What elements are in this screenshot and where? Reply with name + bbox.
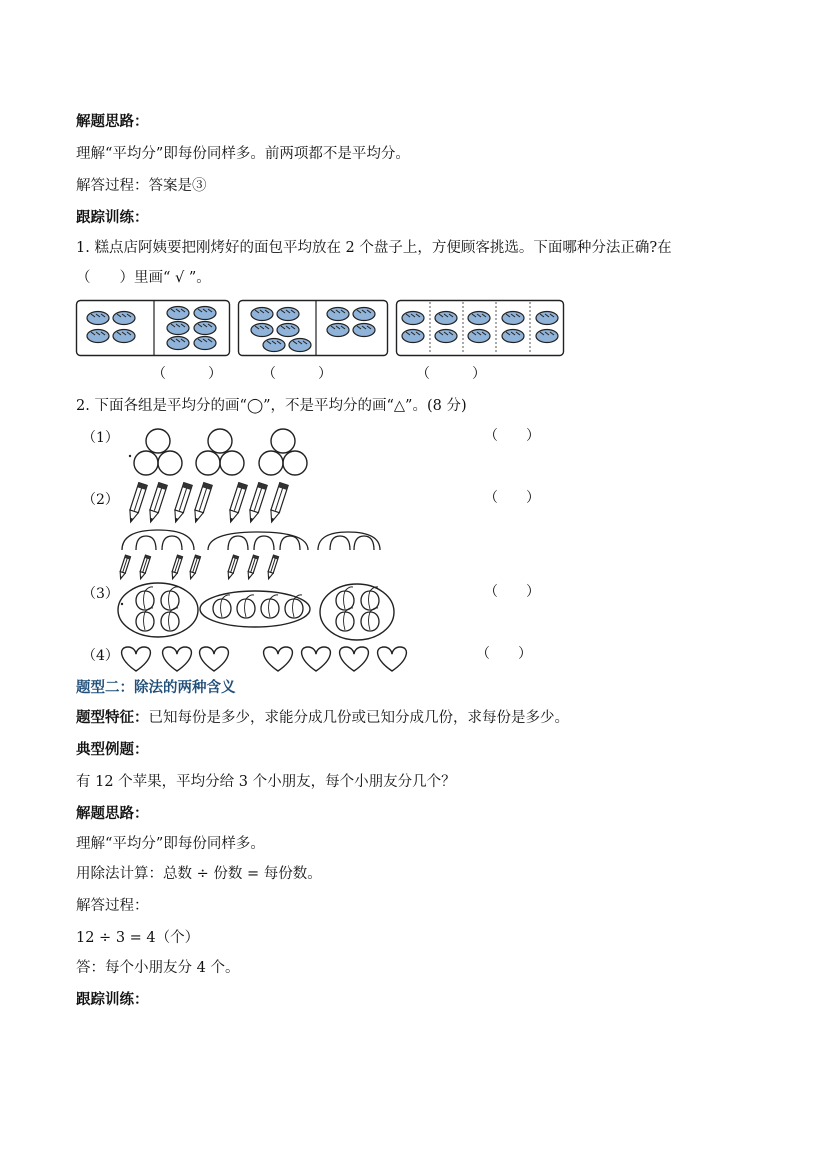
- feature-text: 已知每份是多少，求能分成几份或已知分成几份，求每份是多少。: [148, 710, 569, 726]
- section2-thinking-label: 解题思路：: [76, 805, 149, 822]
- answer: 答：每个小朋友分 4 个。: [76, 960, 240, 976]
- q2-item-1-paren[interactable]: （ ）: [484, 428, 540, 444]
- q2-item-3-paren[interactable]: （ ）: [484, 584, 540, 600]
- q2-item-1-label: （1）: [82, 430, 119, 446]
- q2-item-4-paren[interactable]: （ ）: [476, 646, 532, 662]
- thinking-text: 理解“平均分”即每份同样多。前两项都不是平均分。: [76, 146, 410, 162]
- section2-thinking-text2: 用除法计算：总数 ÷ 份数 = 每份数。: [76, 866, 322, 882]
- heart-icon: [163, 647, 192, 671]
- heart-icon: [200, 647, 229, 671]
- heart-icon: [302, 647, 331, 671]
- thinking-label: 解题思路：: [76, 113, 149, 130]
- q2-item-4-label: （4）: [82, 648, 119, 664]
- heart-icon: [122, 647, 151, 671]
- feature-label: 题型特征：: [76, 709, 149, 726]
- q2-item-3-label: （3）: [82, 586, 119, 602]
- q1-line1: 1. 糕点店阿姨要把刚烤好的面包平均放在 2 个盘子上，方便顾客挑选。下面哪种分法正确?在: [76, 240, 672, 256]
- feature-line: [76, 708, 569, 728]
- section2-practice-label: 跟踪训练：: [76, 991, 149, 1008]
- heart-icon: [340, 647, 369, 671]
- example-label: 典型例题：: [76, 741, 149, 758]
- q1-answer-paren-3[interactable]: （ ）: [416, 366, 486, 382]
- equation: 12 ÷ 3 = 4（个）: [76, 930, 200, 946]
- process-label: 解答过程：: [76, 898, 149, 914]
- answer-text: 解答过程：答案是③: [76, 178, 207, 194]
- example-text: 有 12 个苹果，平均分给 3 个小朋友，每个小朋友分几个？: [76, 774, 456, 790]
- heart-icon: [264, 647, 293, 671]
- heart-icon: [378, 647, 407, 671]
- section2-thinking-text1: 理解“平均分”即每份同样多。: [76, 836, 265, 852]
- q2-prompt: 2. 下面各组是平均分的画“◯”，不是平均分的画“△”。(8 分): [76, 398, 467, 414]
- section2-heading: 题型二：除法的两种含义: [76, 679, 236, 696]
- q1-answer-paren-2[interactable]: （ ）: [262, 366, 332, 382]
- q1-answer-paren-1[interactable]: （ ）: [152, 366, 222, 382]
- q2-item-2-label: （2）: [82, 492, 119, 508]
- practice-label: 跟踪训练：: [76, 209, 149, 226]
- q2-item-2-paren[interactable]: （ ）: [484, 490, 540, 506]
- q1-line2: （ ）里画“ √ ”。: [76, 270, 211, 286]
